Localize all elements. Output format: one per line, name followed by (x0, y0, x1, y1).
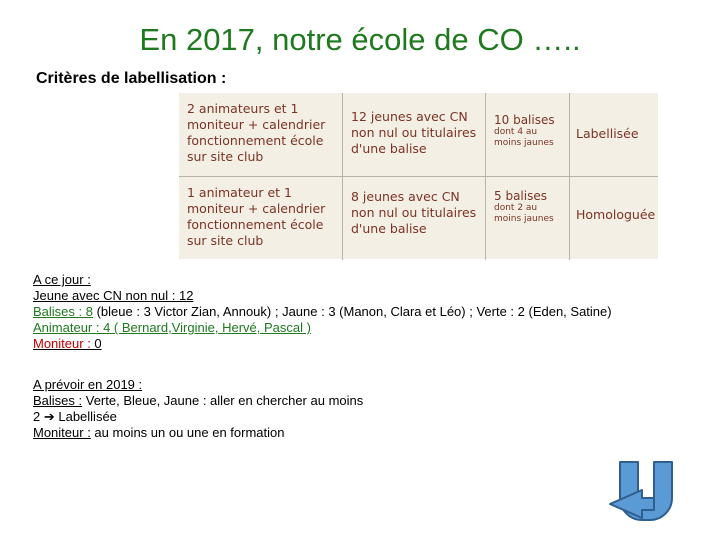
status-cell: Homologuée (576, 207, 656, 222)
status-cell: Labellisée (576, 126, 639, 141)
plan-beacons-label: Balises : (33, 393, 83, 408)
beacons-line (33, 304, 612, 320)
plan-beacons-line2 (33, 409, 363, 425)
plan-heading: A prévoir en 2019 : (33, 377, 143, 392)
requirement-line: 2 animateurs et 1 (187, 101, 299, 116)
beacons-note: moins jaunes (494, 214, 554, 224)
monitor-line (33, 336, 612, 352)
requirement-line: fonctionnement école (187, 133, 324, 148)
monitor-value: 0 (94, 336, 102, 351)
return-button[interactable] (606, 456, 688, 522)
monitor-label: Moniteur : (33, 336, 95, 351)
plan-monitor-text: au moins un ou une en formation (90, 425, 285, 440)
criteria-row-homologuee (179, 176, 658, 260)
plan-beacons-suffix: Labellisée (54, 409, 117, 424)
youth-line: d'une balise (351, 141, 427, 156)
youth-line: 8 jeunes avec CN (351, 189, 460, 204)
youth-line: 12 jeunes avec CN (351, 109, 468, 124)
beacons-detail: (bleue : 3 Victor Zian, Annouk) ; Jaune : 3 (Manon, Clara et Léo) ; Verte : 2 (Eden, Satine) (92, 304, 612, 319)
beacons-main: 10 balises (494, 113, 555, 127)
plan-2019-block (33, 377, 363, 441)
requirement-line: fonctionnement école (187, 217, 324, 232)
youth-cell (343, 93, 486, 176)
plan-monitor-line (33, 425, 363, 441)
beacons-note: moins jaunes (494, 138, 554, 148)
animators-line: Animateur : 4 ( Bernard,Virginie, Hervé, Pascal ) (33, 320, 311, 335)
plan-monitor-label: Moniteur : (33, 425, 91, 440)
current-status-block (33, 272, 612, 352)
plan-beacons-prefix: 2 (33, 409, 44, 424)
youth-count-value: 12 (178, 288, 194, 303)
youth-line: d'une balise (351, 221, 427, 236)
beacons-main: 5 balises (494, 189, 547, 203)
return-arrow-icon (606, 456, 688, 522)
page-title: En 2017, notre école de CO ….. (139, 22, 581, 57)
requirement-line: moniteur + calendrier (187, 201, 326, 216)
beacons-note: dont 4 au (494, 127, 538, 137)
beacons-cell (486, 93, 570, 176)
youth-cell (343, 177, 486, 260)
plan-beacons-line (33, 393, 363, 409)
criteria-row-labellisee (179, 93, 658, 176)
arrow-right-icon: ➔ (43, 409, 55, 424)
beacons-note: dont 2 au (494, 203, 538, 213)
youth-count-label: Jeune avec CN non nul : (33, 288, 179, 303)
youth-line: non nul ou titulaires (351, 125, 477, 140)
requirement-cell (179, 93, 343, 176)
requirement-line: 1 animateur et 1 (187, 185, 292, 200)
criteria-subtitle: Critères de labellisation : (36, 70, 227, 87)
requirement-line: moniteur + calendrier (187, 117, 326, 132)
beacons-label: Balises : 8 (33, 304, 93, 319)
current-status-heading: A ce jour : (33, 272, 91, 287)
youth-line: non nul ou titulaires (351, 205, 477, 220)
requirement-line: sur site club (187, 233, 264, 248)
requirement-cell (179, 177, 343, 260)
requirement-line: sur site club (187, 149, 264, 164)
criteria-table (179, 93, 658, 259)
beacons-cell (486, 177, 570, 260)
youth-count-line (33, 288, 612, 304)
plan-beacons-text: Verte, Bleue, Jaune : aller en chercher au moins (82, 393, 364, 408)
